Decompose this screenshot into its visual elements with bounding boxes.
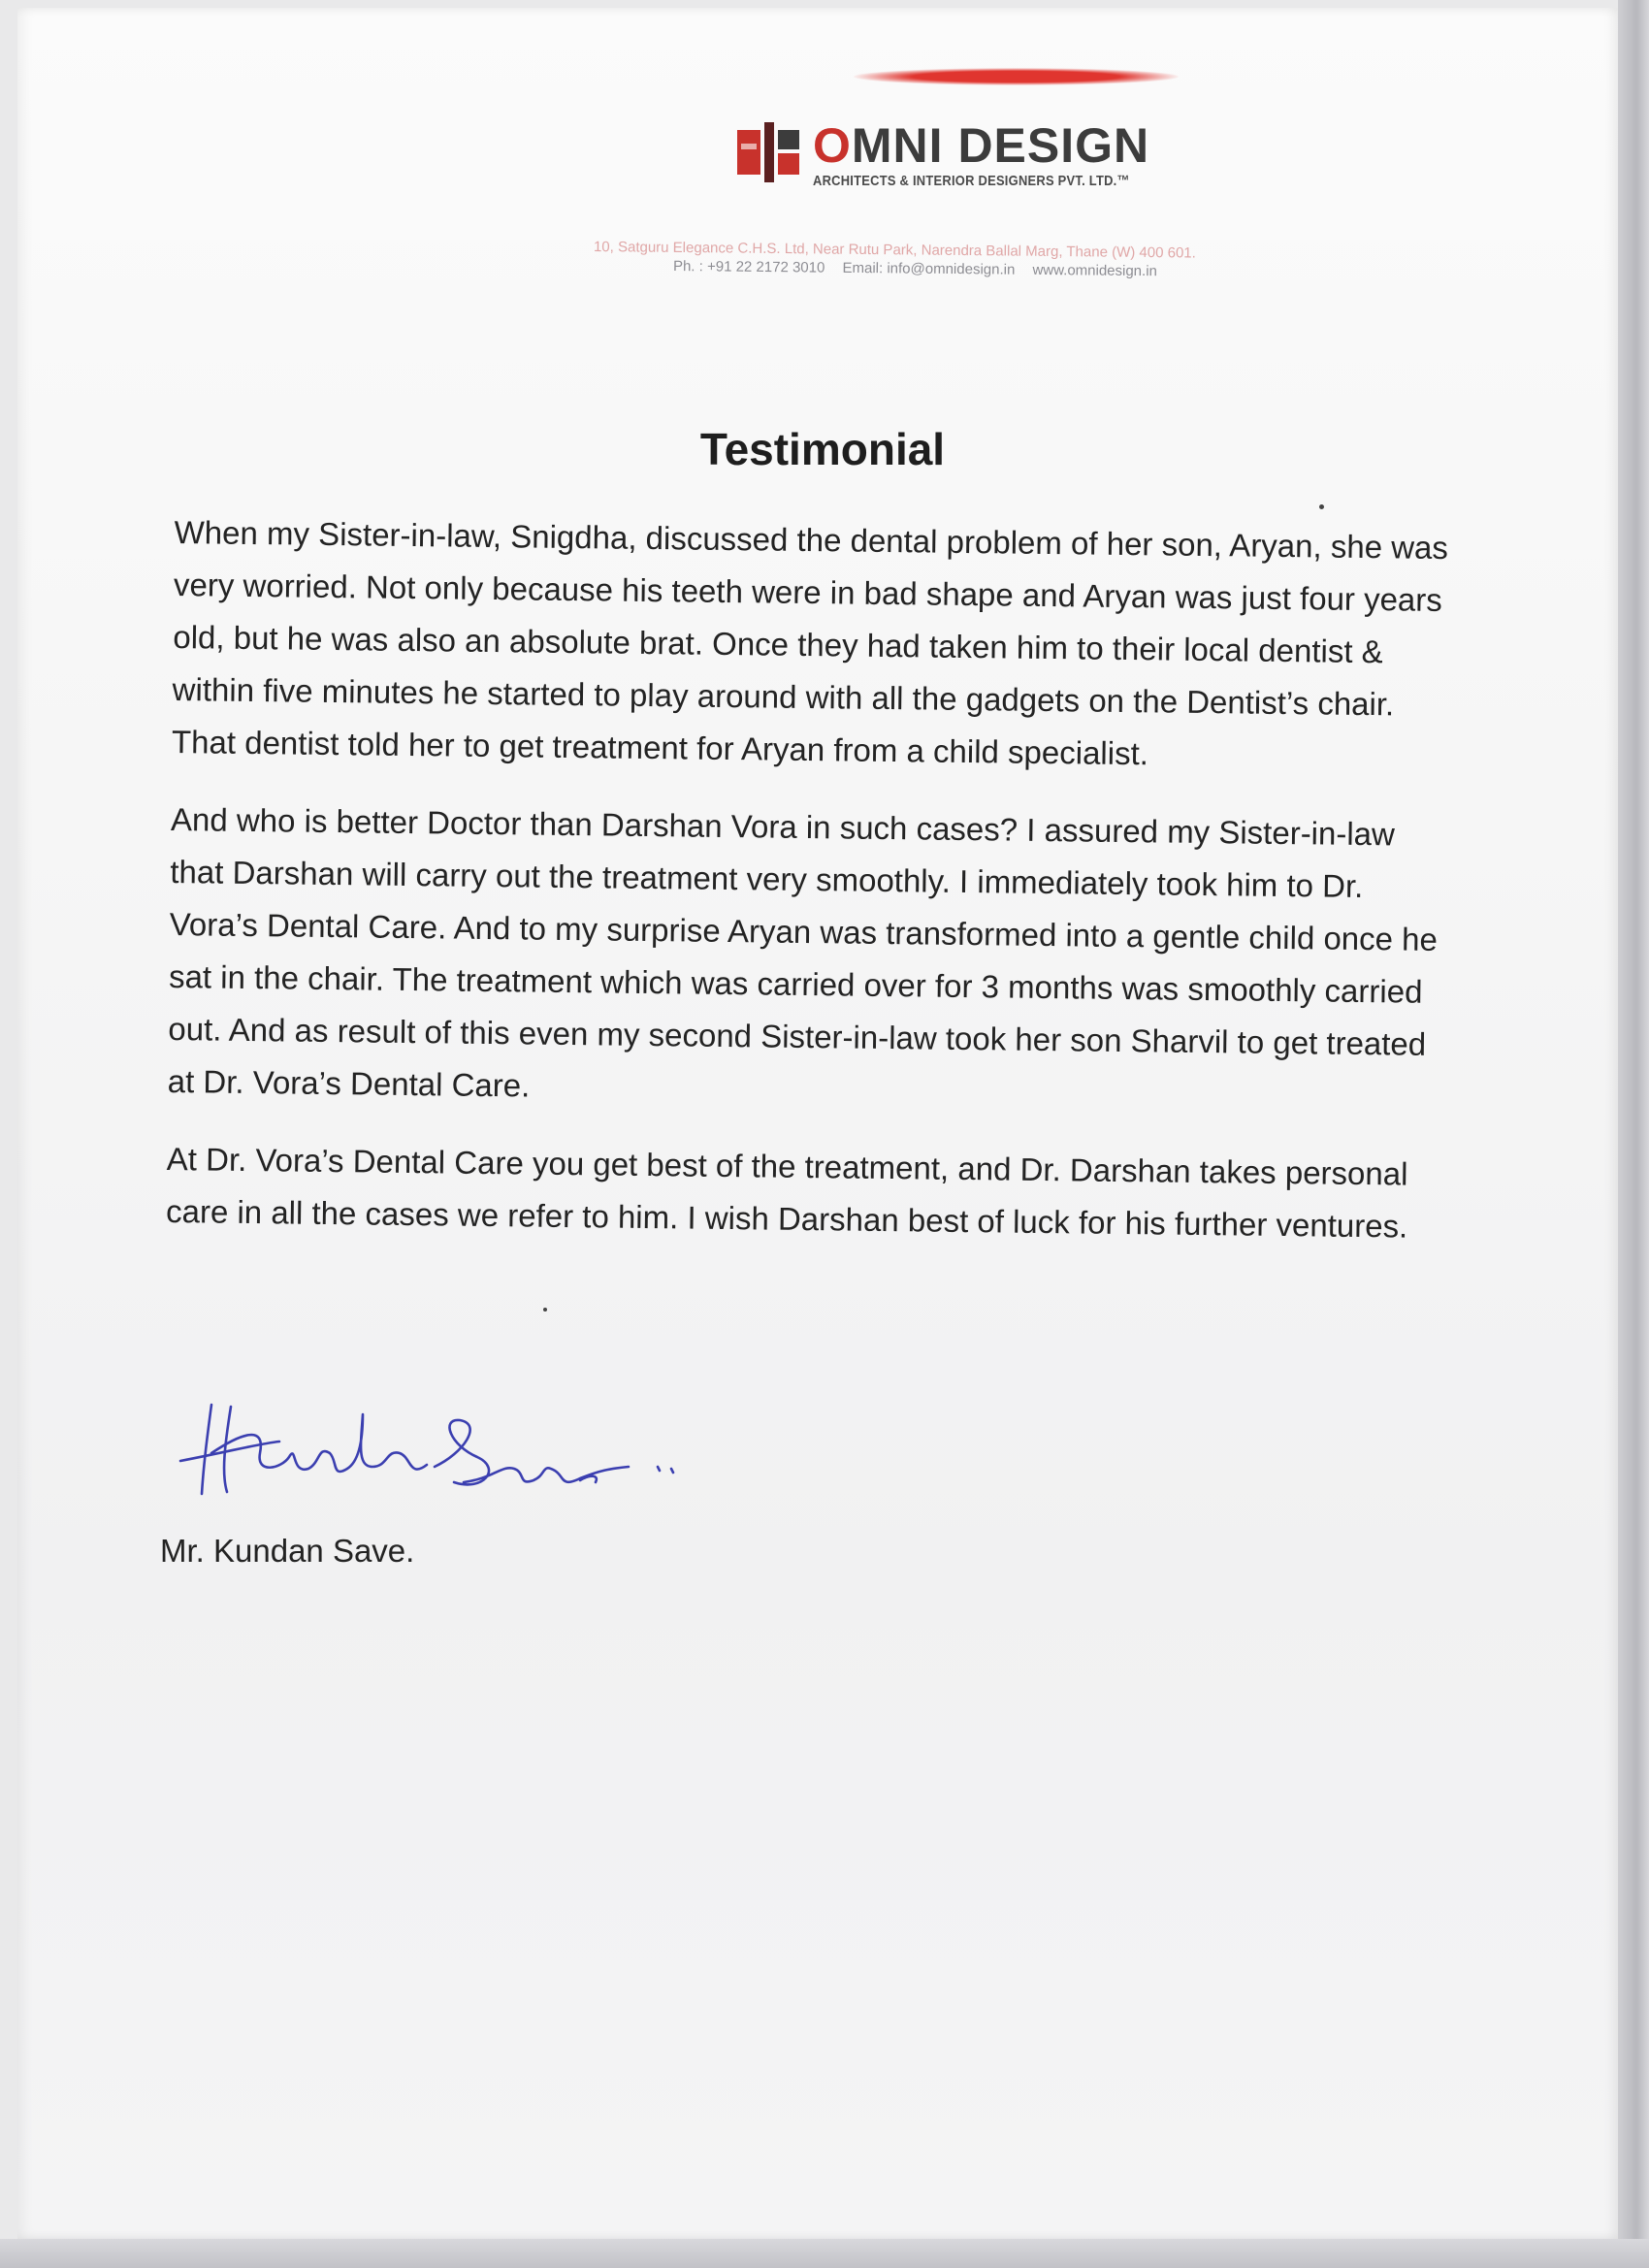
paragraph-1: When my Sister-in-law, Snigdha, discussed the dental problem of her son, Aryan, she was very worried. Not only because his teeth were in bad shape and Aryan was just four years old, but he was also an absolute brat. Once they had taken him to their local dentist & within five minutes he started to play around with all the gadgets on the Dentist’s chair. That dentist told her to get treatment for Aryan from a child specialist. (171, 513, 1449, 772)
brand-name-rest: MNI DESIGN (851, 118, 1150, 173)
letterhead-address: 10, Satguru Elegance C.H.S. Ltd, Near Rutu Park, Narendra Ballal Marg, Thane (W) 400 601. (593, 239, 1196, 262)
letterhead-phone: Ph. : +91 22 2172 3010 (672, 258, 825, 276)
logo-mark-icon (737, 122, 799, 182)
scan-speck (543, 1308, 547, 1312)
letterhead-website: www.omnidesign.in (1032, 261, 1158, 280)
letterhead-email: Email: info@omnidesign.in (842, 259, 1016, 278)
brand-name (813, 118, 1149, 173)
handwritten-signature (173, 1385, 696, 1511)
scan-speck (1319, 504, 1324, 509)
paragraph-2: And who is better Doctor than Darshan Vora in such cases? I assured my Sister-in-law that Darshan will carry out the treatment very smoothly. I immediately took him to Dr. Vora’s Dental Care. And to my surprise Aryan was transformed into a gentle child once he sat in the chair. The treatment which was carried over for 3 months was smoothly carried out. And as result of this even my second Sister-in-law took her son Sharvil to get treated at Dr. Vora’s Dental Care. (167, 800, 1439, 1104)
scan-edge-bottom (0, 2239, 1649, 2268)
company-logo (737, 118, 1300, 196)
paragraph-3: At Dr. Vora’s Dental Care you get best of the treatment, and Dr. Darshan takes personal care in all the cases we refer to him. I wish Darshan best of luck for his further ventures. (165, 1140, 1408, 1245)
testimonial-body (165, 506, 1454, 1279)
document-title-text: Testimonial (699, 424, 946, 474)
signer-name: Mr. Kundan Save. (160, 1533, 415, 1569)
brand-tagline: ARCHITECTS & INTERIOR DESIGNERS PVT. LTD.™ (813, 173, 1130, 189)
document-title (0, 423, 1649, 475)
letterhead-swoosh (854, 68, 1179, 85)
scan-edge-right (1618, 0, 1649, 2268)
brand-name-initial: O (813, 118, 852, 173)
